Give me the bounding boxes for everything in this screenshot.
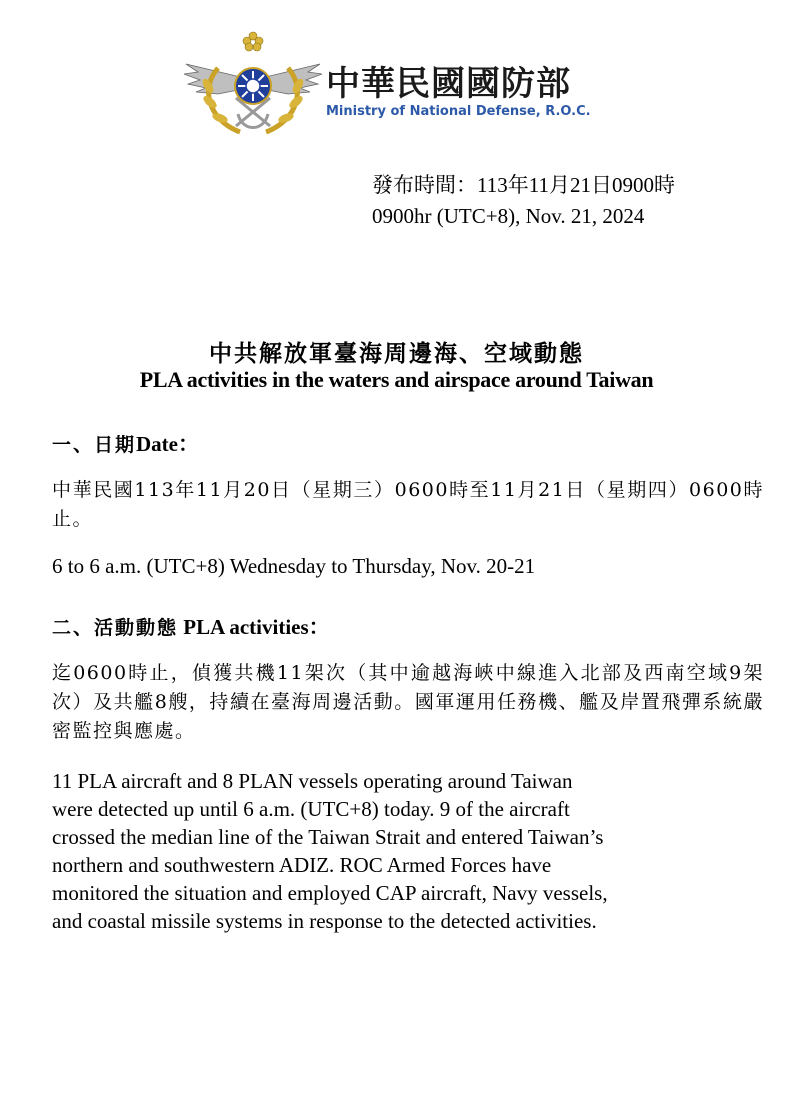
release-time-en: 0900hr (UTC+8), Nov. 21, 2024 — [372, 204, 645, 228]
section-date-heading-en: Date： — [136, 432, 199, 456]
org-name-en: Ministry of National Defense, R.O.C. — [326, 104, 591, 119]
section-date-heading — [52, 428, 199, 458]
release-time-zh: 發布時間：113年11月21日0900時 — [372, 173, 675, 197]
section-activities-body-en: 11 PLA aircraft and 8 PLAN vessels operating around Taiwan were detected up until 6 a.m. (UTC+8) today. 9 of the aircraft crossed the median line of the Taiwan Strait and entered Taiwan’s northern and southwestern ADIZ. ROC Armed Forces have monitored the situation and employed CAP aircraft, Navy vessels, and coastal missile systems in response to the detected activities. — [52, 769, 608, 933]
org-name-zh: 中華民國國防部 — [326, 64, 571, 104]
title-zh: 中共解放軍臺海周邊海、空域動態 — [209, 340, 584, 367]
section-date-body-zh: 中華民國113年11月20日（星期三）0600時至11月21日（星期四）0600時止。 — [52, 479, 764, 530]
section-date-heading-zh: 一、日期 — [52, 434, 137, 456]
section-activities-body-zh: 迄0600時止，偵獲共機11架次（其中逾越海峽中線進入北部及西南空域9架次）及共艦8艘，持續在臺海周邊活動。國軍運用任務機、艦及岸置飛彈系統嚴密監控與應處。 — [52, 662, 764, 742]
title-en: PLA activities in the waters and airspace around Taiwan — [139, 367, 654, 392]
section-activities-heading-en: PLA activities： — [183, 615, 330, 639]
release-time — [372, 170, 675, 232]
section-activities-heading-zh: 二、活動動態 — [52, 617, 179, 639]
section-activities-heading — [52, 611, 330, 641]
mnd-emblem-icon — [178, 28, 328, 140]
section-date-body-en: 6 to 6 a.m. (UTC+8) Wednesday to Thursday, Nov. 20-21 — [52, 554, 536, 578]
